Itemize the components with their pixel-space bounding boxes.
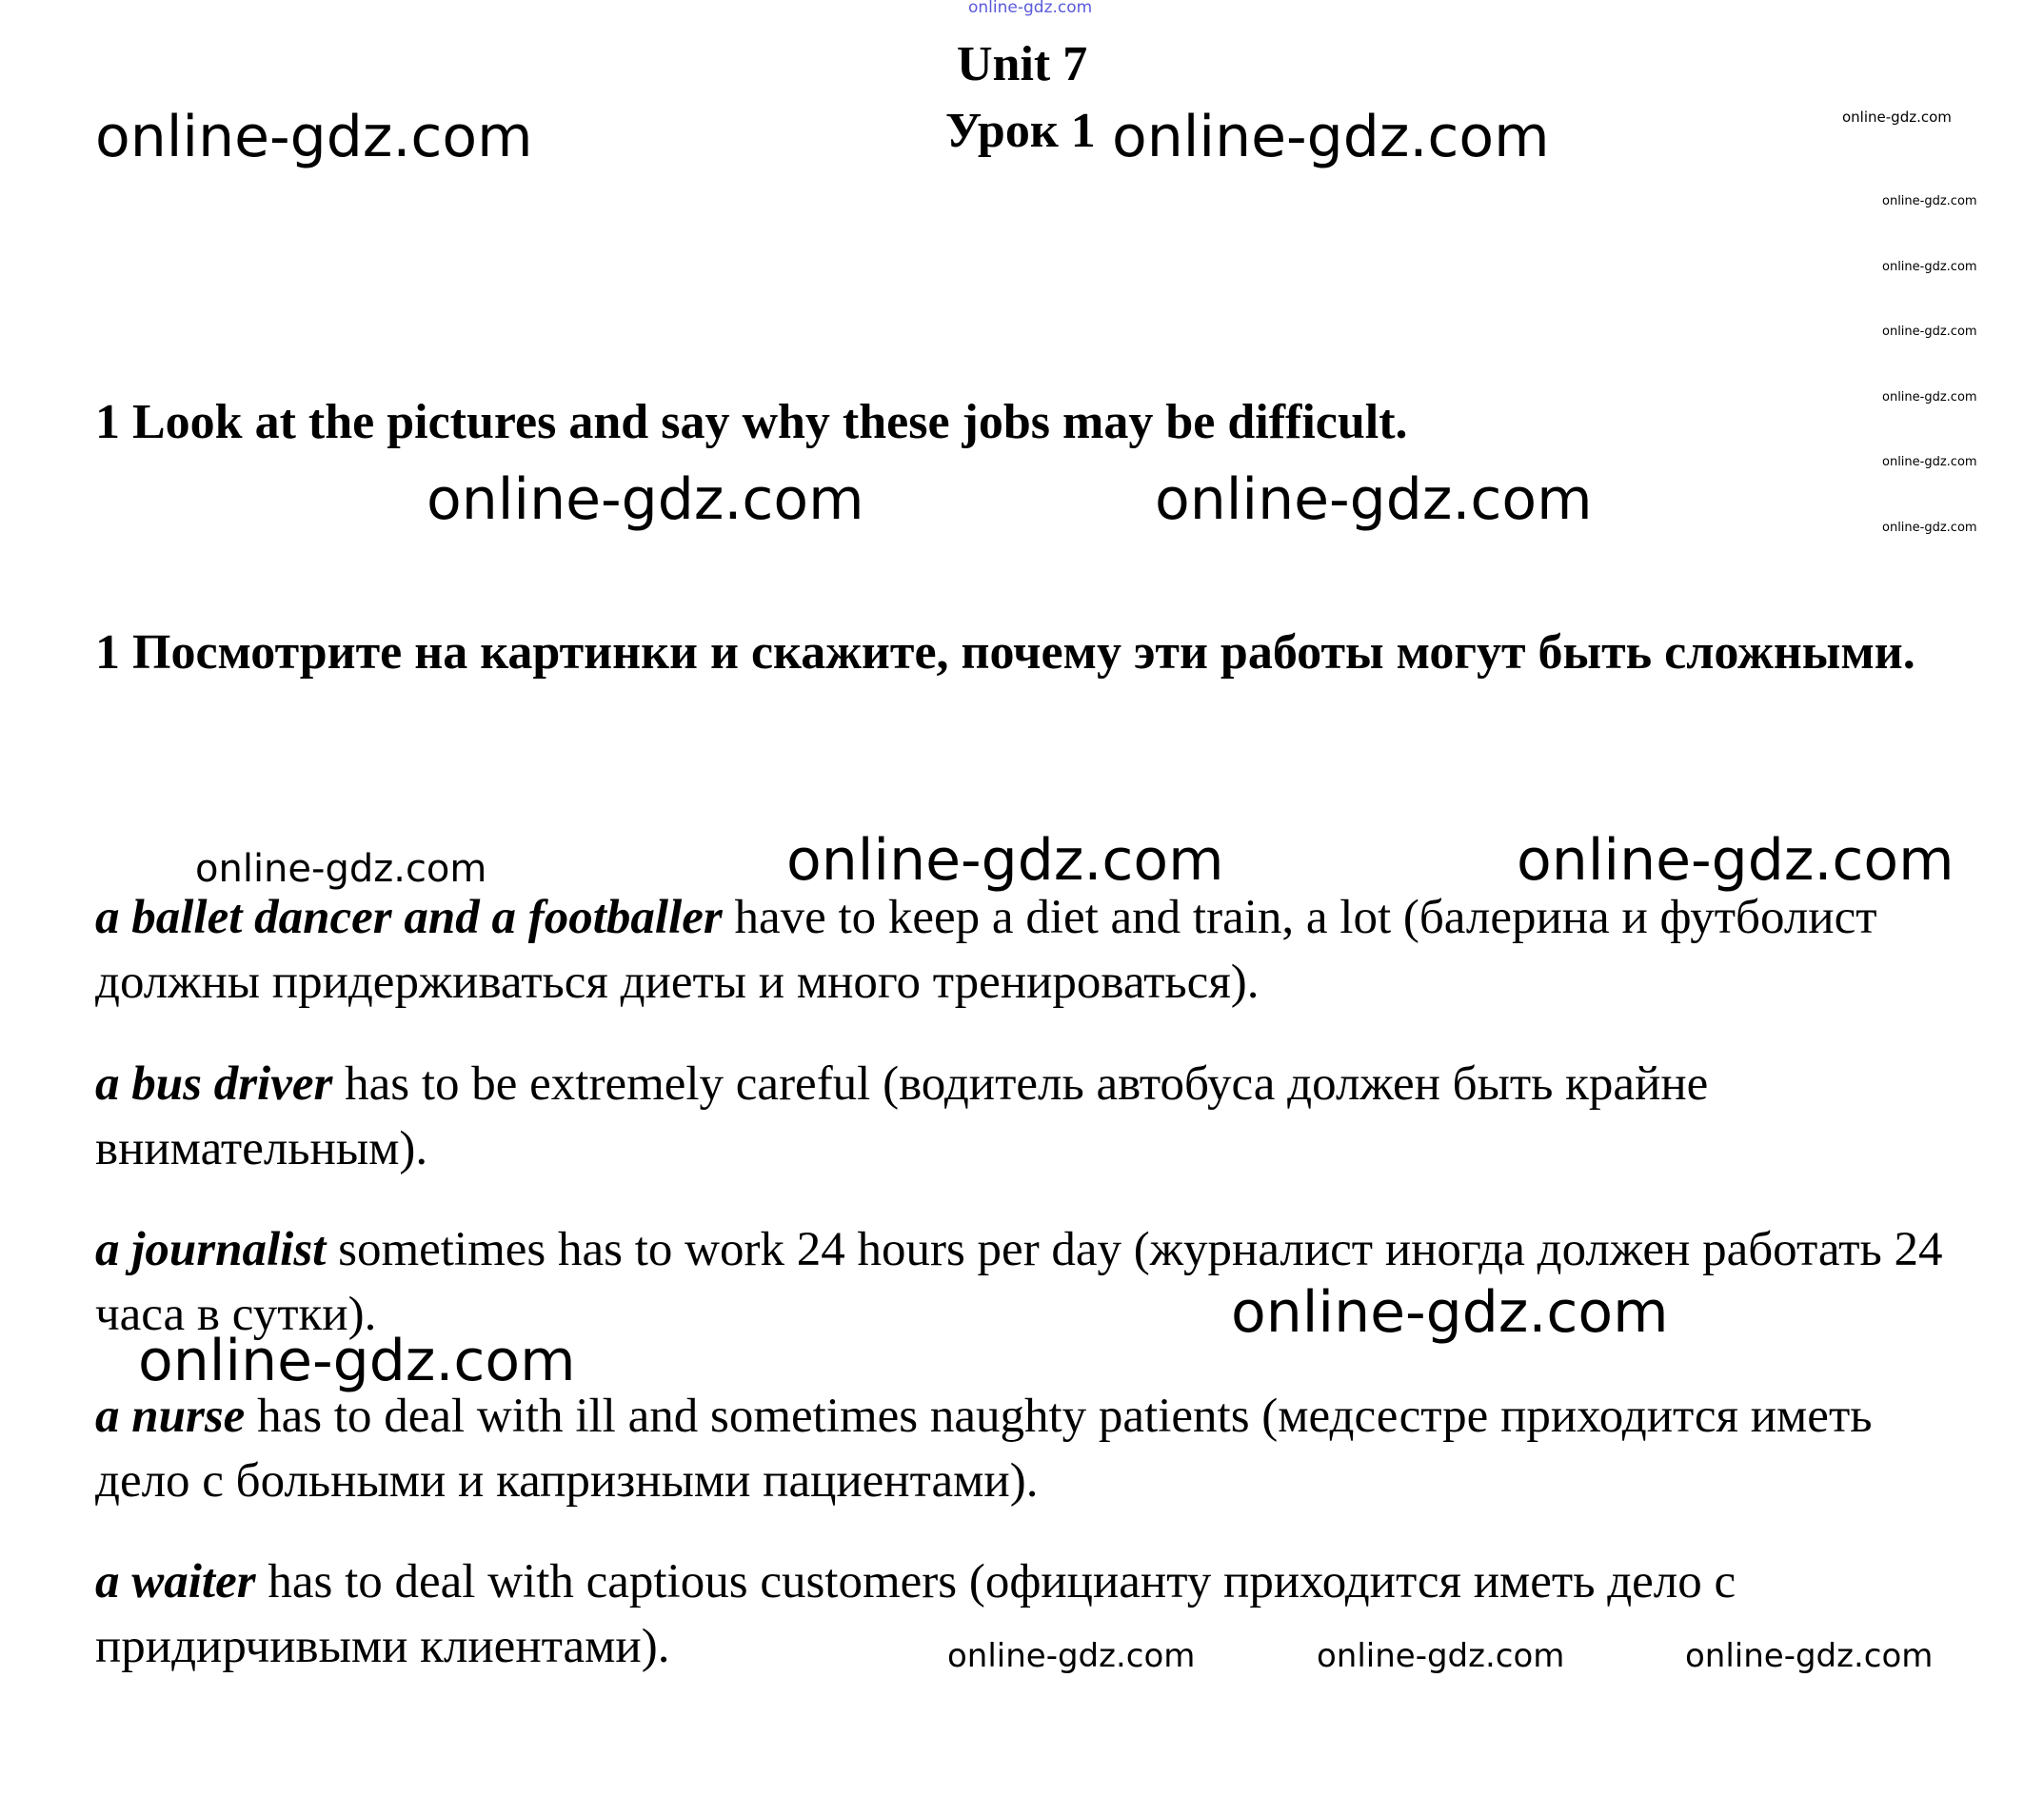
answer-nurse xyxy=(95,1384,1975,1513)
answer-term: a waiter xyxy=(95,1555,256,1609)
answer-ballet-footballer xyxy=(95,885,1975,1015)
answer-term: a journalist xyxy=(95,1223,327,1276)
watermark-answers-center: online-gdz.com xyxy=(786,827,1224,894)
watermark-side-4: online-gdz.com xyxy=(1882,325,1977,339)
watermark-side-6: online-gdz.com xyxy=(1882,455,1977,469)
watermark-side-5: online-gdz.com xyxy=(1882,390,1977,405)
answer-text: has to deal with captious customers (официанту приходится иметь дело с придирчивыми клиентами). xyxy=(95,1555,1736,1673)
lesson-title: Урок 1 xyxy=(945,104,1096,158)
answer-term: a bus driver xyxy=(95,1057,333,1111)
watermark-header-left: online-gdz.com xyxy=(95,104,533,170)
task-english: 1 Look at the pictures and say why these jobs may be difficult. xyxy=(95,395,1408,449)
watermark-side-2: online-gdz.com xyxy=(1882,194,1977,208)
answer-text: has to be extremely careful (водитель автобуса должен быть крайне внимательным). xyxy=(95,1057,1709,1175)
watermark-side-1: online-gdz.com xyxy=(1842,109,1952,126)
watermark-answers-left: online-gdz.com xyxy=(195,847,487,891)
answer-text: has to deal with ill and sometimes naughty patients (медсестре приходится иметь дело с больными и капризными пациентами). xyxy=(95,1390,1873,1508)
answer-term: a nurse xyxy=(95,1390,246,1443)
watermark-journalist-right: online-gdz.com xyxy=(1231,1279,1669,1346)
answer-text: sometimes has to work 24 hours per day (журналист иногда должен работать 24 часа в сутки). xyxy=(95,1223,1943,1341)
watermark-header-right: online-gdz.com xyxy=(1112,104,1550,170)
watermark-answers-right: online-gdz.com xyxy=(1517,827,1955,894)
watermark-bottom-1: online-gdz.com xyxy=(947,1637,1196,1675)
unit-title: Unit 7 xyxy=(957,37,1088,91)
watermark-side-7: online-gdz.com xyxy=(1882,521,1977,535)
watermark-top-small: online-gdz.com xyxy=(968,0,1093,17)
answer-text: have to keep a diet and train, a lot (балерина и футболист должны придерживаться диеты и много тренироваться). xyxy=(95,891,1877,1009)
answer-waiter xyxy=(95,1549,1975,1679)
watermark-journalist-left: online-gdz.com xyxy=(138,1328,576,1394)
answer-journalist xyxy=(95,1217,1975,1347)
task-russian: 1 Посмотрите на картинки и скажите, почему эти работы могут быть сложными. xyxy=(95,625,1915,680)
watermark-bottom-2: online-gdz.com xyxy=(1317,1637,1565,1675)
watermark-task-left: online-gdz.com xyxy=(427,466,864,533)
watermark-side-3: online-gdz.com xyxy=(1882,260,1977,274)
watermark-task-right: online-gdz.com xyxy=(1155,466,1593,533)
answer-term: a ballet dancer and a footballer xyxy=(95,891,723,944)
watermark-bottom-3: online-gdz.com xyxy=(1685,1637,1934,1675)
answer-bus-driver xyxy=(95,1052,1975,1181)
